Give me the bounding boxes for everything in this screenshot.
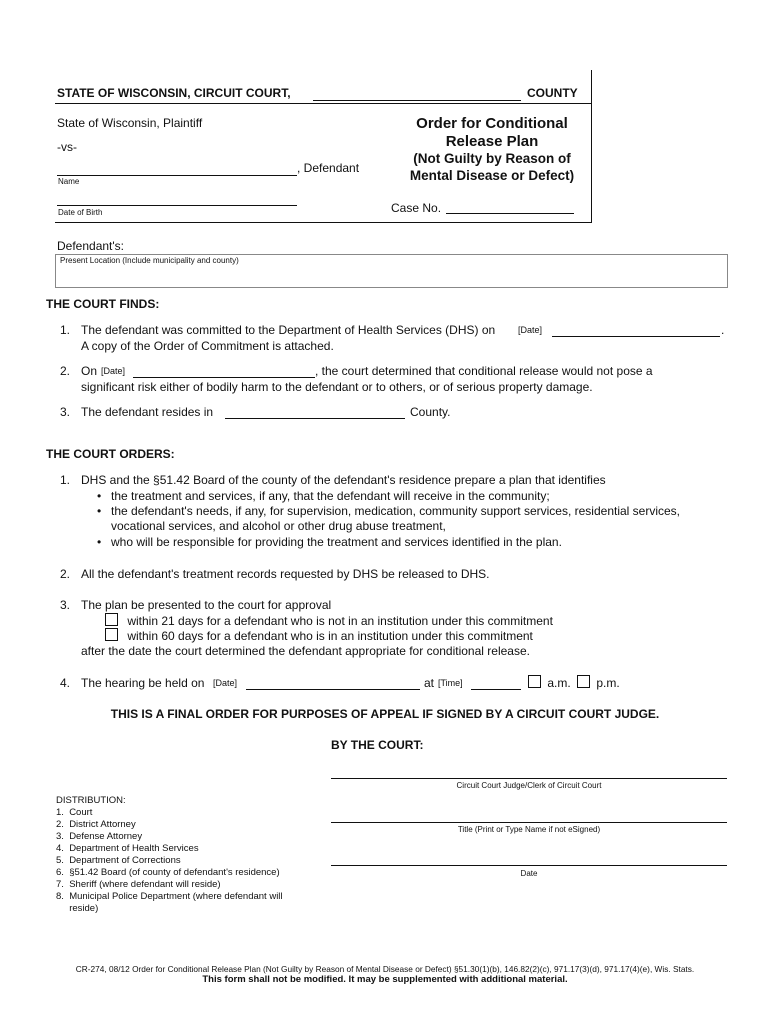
distribution-heading: DISTRIBUTION: [56, 795, 126, 806]
date-of-birth-field[interactable] [57, 193, 297, 206]
finds-item1-date-tag: [Date] [518, 325, 543, 335]
orders-item3-number: 3. [60, 598, 71, 612]
option-60-days[interactable] [105, 628, 533, 643]
finds-item1-text-2: A copy of the Order of Commitment is attached. [81, 339, 334, 353]
distribution-item: 5. Department of Corrections [56, 855, 181, 866]
hearing-time-field[interactable] [471, 677, 521, 690]
finds-item3-text: The defendant resides in [81, 405, 214, 419]
finds-item2-text: , the court determined that conditional release would not pose a [315, 364, 653, 378]
orders-item4-text: The hearing be held on [81, 676, 205, 690]
option-21-days-checkbox[interactable] [105, 613, 118, 626]
pm-label: p.m. [596, 676, 620, 690]
title-signature-line[interactable] [331, 822, 727, 823]
orders-item3-after: after the date the court determined the defendant appropriate for conditional release. [81, 644, 530, 658]
final-order-notice: THIS IS A FINAL ORDER FOR PURPOSES OF APPEAL IF SIGNED BY A CIRCUIT COURT JUDGE. [110, 707, 660, 721]
county-name-field[interactable] [313, 88, 521, 101]
option-21-days[interactable] [105, 613, 553, 628]
orders-item2-number: 2. [60, 567, 71, 581]
am-option[interactable] [528, 675, 571, 690]
case-no-label: Case No. [391, 201, 442, 215]
finds-item1-text: The defendant was committed to the Department of Health Services (DHS) on [81, 323, 496, 337]
finds-item2-text-2: significant risk either of bodily harm to the defendant or to others, or of serious property damage. [81, 380, 593, 394]
orders-item4-at: at [424, 676, 435, 690]
finds-item2-on: On [81, 364, 98, 378]
orders-item2-text: All the defendant's treatment records requested by DHS be released to DHS. [81, 567, 490, 581]
orders-bullet-3: • who will be responsible for providing the treatment and services identified in the plan. [111, 535, 562, 549]
orders-item3-text: The plan be presented to the court for approval [81, 598, 332, 612]
present-location-label: Present Location (Include municipality and county) [60, 256, 239, 265]
distribution-item: 3. Defense Attorney [56, 831, 143, 842]
distribution-item: 4. Department of Health Services [56, 843, 199, 854]
form-title-line3: (Not Guilty by Reason of [413, 151, 571, 166]
date-signature-label: Date [520, 869, 538, 878]
am-checkbox[interactable] [528, 675, 541, 688]
finds-item2-number: 2. [60, 364, 71, 378]
distribution-item: 8. Municipal Police Department (where defendant will [56, 891, 283, 902]
distribution-item: 1. Court [56, 807, 93, 818]
orders-bullet-2-cont: vocational services, and alcohol or other drug abuse treatment, [111, 519, 446, 533]
date-of-birth-label: Date of Birth [58, 208, 103, 217]
form-title-line1: Order for Conditional [416, 115, 568, 132]
option-60-days-label: within 60 days for a defendant who is in an institution under this commitment [127, 629, 533, 643]
determination-date-field[interactable] [133, 365, 315, 378]
orders-bullet-1: • the treatment and services, if any, that the defendant will receive in the community; [111, 489, 550, 503]
caption-top-rule [55, 103, 592, 104]
orders-item4-time-tag: [Time] [438, 678, 463, 688]
hearing-date-field[interactable] [246, 677, 420, 690]
distribution-item: 7. Sheriff (where defendant will reside) [56, 879, 221, 890]
caption-bottom-rule [55, 222, 592, 223]
case-no-field[interactable] [446, 201, 574, 214]
court-orders-heading: THE COURT ORDERS: [46, 447, 175, 461]
form-title-line2: Release Plan [445, 133, 539, 150]
commitment-date-field[interactable] [552, 324, 720, 337]
option-60-days-checkbox[interactable] [105, 628, 118, 641]
vs-label: -vs- [57, 140, 77, 154]
defendant-name-field[interactable] [57, 163, 297, 176]
defendant-label: , Defendant [297, 161, 360, 175]
name-label: Name [58, 177, 80, 186]
option-21-days-label: within 21 days for a defendant who is not in an institution under this commitment [127, 614, 553, 628]
am-label: a.m. [547, 676, 571, 690]
footer-notice: This form shall not be modified. It may be supplemented with additional material. [202, 974, 568, 985]
distribution-item: 2. District Attorney [56, 819, 136, 830]
by-the-court-label: BY THE COURT: [331, 738, 424, 752]
distribution-item: reside) [56, 903, 99, 914]
orders-item1-text: DHS and the §51.42 Board of the county of the defendant's residence prepare a plan that identifies [81, 473, 606, 487]
finds-item2-date-tag: [Date] [101, 366, 126, 376]
title-signature-label: Title (Print or Type Name if not eSigned) [457, 825, 601, 834]
pm-checkbox[interactable] [577, 675, 590, 688]
residence-county-field[interactable] [225, 406, 405, 419]
plaintiff-label: State of Wisconsin, Plaintiff [57, 116, 203, 130]
orders-item4-date-tag: [Date] [213, 678, 238, 688]
judge-signature-line[interactable] [331, 778, 727, 779]
form-title-line4: Mental Disease or Defect) [409, 168, 575, 183]
pm-option[interactable] [577, 675, 620, 690]
defendants-label: Defendant's: [57, 239, 125, 253]
finds-item1-period: . [721, 323, 725, 337]
orders-item4-number: 4. [60, 676, 71, 690]
date-signature-line[interactable] [331, 865, 727, 866]
court-heading-right: COUNTY [527, 86, 578, 100]
orders-item1-number: 1. [60, 473, 71, 487]
judge-signature-label: Circuit Court Judge/Clerk of Circuit Court [456, 781, 602, 790]
distribution-item: 6. §51.42 Board (of county of defendant's residence) [56, 867, 280, 878]
finds-item1-number: 1. [60, 323, 71, 337]
court-heading-left: STATE OF WISCONSIN, CIRCUIT COURT, [57, 86, 291, 100]
orders-bullet-2: • the defendant's needs, if any, for supervision, medication, community support services, residential services, [111, 504, 680, 518]
footer-citation: CR-274, 08/12 Order for Conditional Release Plan (Not Guilty by Reason of Mental Disease or Defect) §51.30(1)(b), 146.82(2)(c), 971.17(3)(d), 971.17(4)(e), Wis. Stats. [75, 964, 695, 974]
finds-item3-number: 3. [60, 405, 71, 419]
court-finds-heading: THE COURT FINDS: [46, 297, 160, 311]
finds-item3-county: County. [410, 405, 451, 419]
